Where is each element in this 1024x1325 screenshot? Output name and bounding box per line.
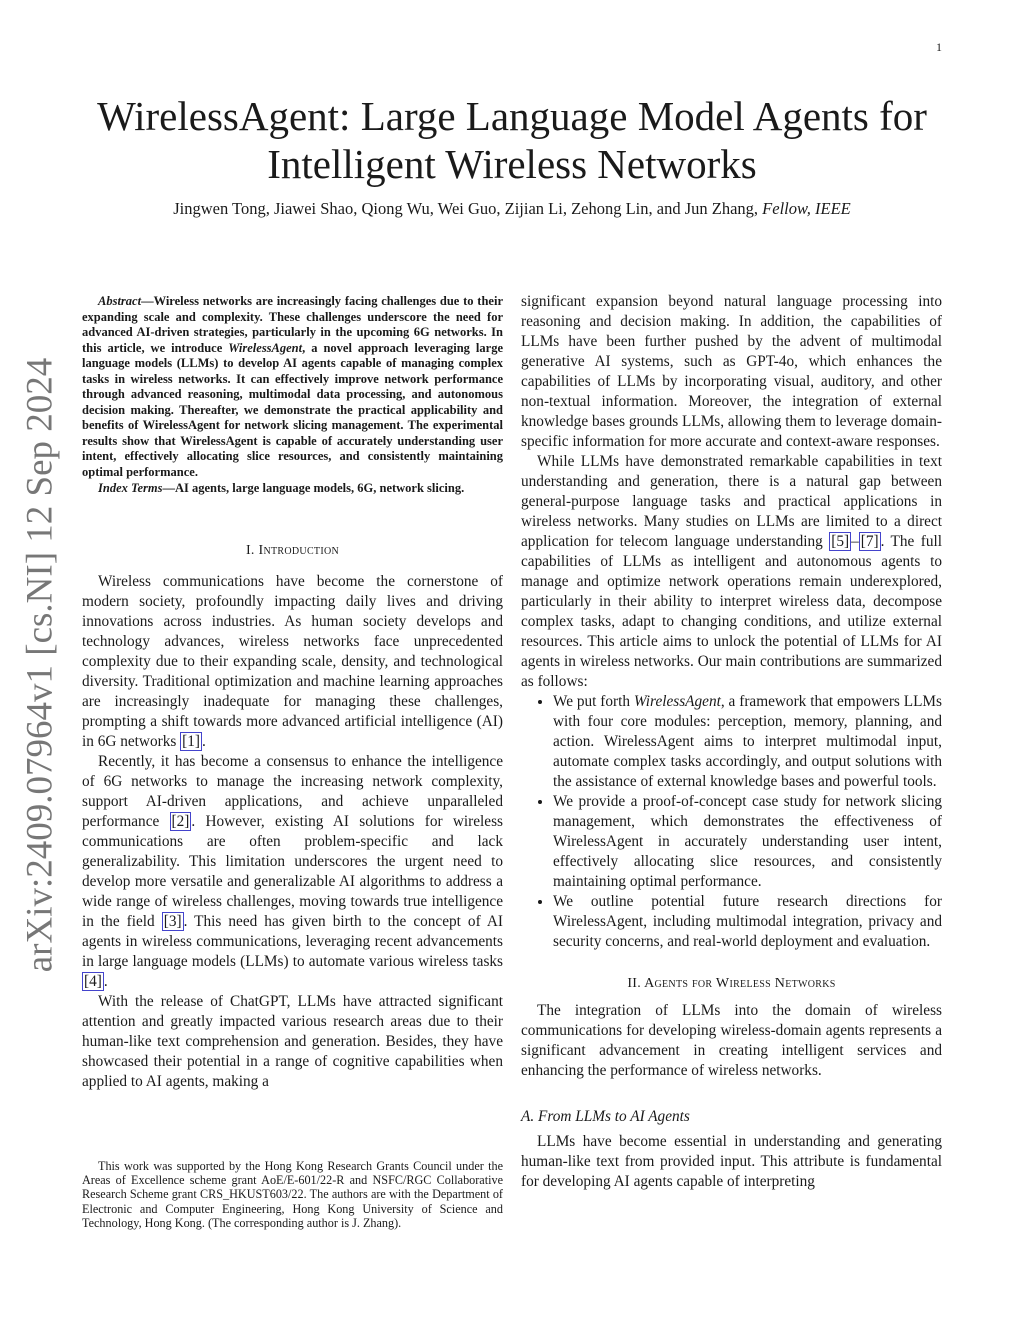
abstract-italic: WirelessAgent xyxy=(228,340,303,355)
right-p2-a: While LLMs have demonstrated remarkable capabilities in text understanding and generation, there is a natural gap between general-purpose language tasks and practical applications in wireless networks. Many studies on LLMs are limited to a direct application for telecom language understanding xyxy=(521,453,942,550)
contribution-item: • We provide a proof-of-concept case study for network slicing management, which demonstrates the effectiveness of WirelessAgent in accurately understanding user intent, effectively allocating slice resources, and consistently maintaining optimal performance. xyxy=(553,792,942,892)
right-paragraph-1: significant expansion beyond natural language processing into reasoning and decision making. In addition, the capabilities of LLMs have been further pushed by the advent of multimodal generative AI systems, such as GPT-4o, which enhances the capabilities of LLMs by incorporating visual, auditory, and other non-textual information. Moreover, the integration of external knowledge bases grounds LLMs, allowing them to leverage domain-specific information for more accurate and context-aware responses. xyxy=(521,293,942,450)
intro-paragraph-3: With the release of ChatGPT, LLMs have attracted significant attention and greatly impacted various research areas due to their human-like text comprehension and generation. Besides, they have showcased their potential in a range of cognitive capabilities when applied to AI agents, making a xyxy=(82,992,503,1090)
contributions-list xyxy=(521,692,942,952)
intro-p1-text: Wireless communications have become the cornerstone of modern society, profoundly impacting daily lives and driving innovations across industries. As human society develops and technology advances, wireless networks face unprecedented complexity due to their expanding scale, density, and technological diversity. Traditional optimization and machine learning approaches are increasingly inadequate for managing these challenges, prompting a shift towards more advanced artificial intelligence (AI) in 6G networks xyxy=(82,572,503,750)
right-paragraph-2 xyxy=(521,452,942,692)
contribution-item: • We outline potential future research directions for WirelessAgent, including multimodal integration, privacy and security concerns, and real-world deployment and evaluation. xyxy=(553,892,942,952)
intro-p2-c: . This need has given birth to the concept of AI agents in wireless communications, leveraging recent advancements in large language models (LLMs) to automate various wireless tasks xyxy=(82,912,503,970)
period: . xyxy=(202,732,206,750)
citation-1[interactable]: [1] xyxy=(182,732,200,750)
author-names: Jingwen Tong, Jiawei Shao, Qiong Wu, Wei Guo, Zijian Li, Zehong Lin, and Jun Zhang, xyxy=(173,199,759,218)
abstract-text-2: , a novel approach leveraging large language models (LLMs) to develop AI agents capable of managing complex tasks in wireless networks. It can effectively improve network performance through advanced reasoning, multimodal data processing, and autonomous decision making. Thereafter, we demonstrate the practical applicability and benefits of WirelessAgent for network slicing management. The experimental results show that WirelessAgent is capable of accurately understanding user intent, effectively allocating slice resources, and consistently maintaining optimal performance. xyxy=(82,340,503,479)
period: . xyxy=(103,972,108,990)
abstract xyxy=(82,294,503,480)
contrib1-italic: WirelessAgent xyxy=(633,693,721,710)
index-terms-label: Index Terms xyxy=(98,481,163,495)
intro-p2-b: . However, existing AI solutions for wireless communications are often problem-specific and lack generalizability. This limitation underscores the urgent need to develop more versatile and generalizable AI algorithms to address a wide range of wireless challenges, moving towards true intelligence in the field xyxy=(82,812,503,930)
subsection-a-heading: A. From LLMs to AI Agents xyxy=(521,1108,690,1125)
citation-dash: – xyxy=(851,533,859,550)
right-column xyxy=(521,292,942,1192)
arxiv-sidebar xyxy=(10,357,70,973)
footnote xyxy=(82,1159,503,1230)
intro-paragraph-2 xyxy=(82,752,503,992)
footnote-text: This work was supported by the Hong Kong Research Grants Council under the Areas of Excellence scheme grant AoE/E-601/22-R and NSFC/RGC Collaborative Research Scheme grant CRS_HKUST603/22. The authors are with the Department of Electronic and Computer Engineering, Hong Kong University of Science and Technology, Hong Kong. (The corresponding author is J. Zhang). xyxy=(82,1159,503,1230)
citation-2[interactable]: [2] xyxy=(171,812,190,830)
arxiv-identifier[interactable]: arXiv:2409.07964v1 [cs.NI] 12 Sep 2024 xyxy=(19,357,61,973)
page-number: 1 xyxy=(936,40,942,54)
citation-7[interactable]: [7] xyxy=(860,533,879,550)
right-p2-b: . The full capabilities of LLMs as intelligent and autonomous agents to manage and optimize network operations remain underexplored, particularly in their ability to interpret wireless data, decompose complex tasks, adapt to changing conditions, and utilize external resources. This article aims to unlock the potential of LLMs for AI agents in wireless networks. Our main contributions are summarized as follows: xyxy=(521,533,942,690)
contribution-item xyxy=(553,692,942,792)
abstract-label: Abstract xyxy=(98,294,142,308)
subsection-a-paragraph: LLMs have become essential in understanding and generating human-like text from provided input. This attribute is fundamental for developing AI agents capable of interpreting xyxy=(521,1133,942,1190)
citation-4[interactable]: [4] xyxy=(84,972,102,990)
author-list xyxy=(60,199,964,219)
contrib1-b: , a framework that empowers LLMs with four core modules: perception, memory, planning, and action. WirelessAgent aims to interpret multimodal input, automate complex tasks accordingly, and output solutions with the assistance of external knowledge bases and powerful tools. xyxy=(553,693,942,790)
contrib1-a: We put forth xyxy=(553,693,634,710)
index-terms-text: —AI agents, large language models, 6G, network slicing. xyxy=(162,481,465,495)
section-2-paragraph: The integration of LLMs into the domain of wireless communications for developing wireless-domain agents represents a significant advancement in creating intelligent services and enhancing the performance of wireless networks. xyxy=(521,1002,942,1079)
paper-title: WirelessAgent: Large Language Model Agents for Intelligent Wireless Networks xyxy=(97,93,927,187)
citation-5[interactable]: [5] xyxy=(831,533,850,550)
section-1-heading: I. Introduction xyxy=(245,542,340,558)
abstract-text-1: —Wireless networks are increasingly facing challenges due to their expanding scale and complexity. These challenges underscore the need for advanced AI-driven strategies, particularly in the upcoming 6G networks. In this article, we introduce xyxy=(82,294,503,355)
intro-p2-a: Recently, it has become a consensus to enhance the intelligence of 6G networks to manage the increasing network complexity, support AI-driven applications, and achieve unparalleled performance xyxy=(82,752,503,830)
citation-3[interactable]: [3] xyxy=(163,912,182,930)
intro-paragraph-1 xyxy=(82,572,503,752)
index-terms xyxy=(82,481,503,497)
left-column xyxy=(82,294,503,1092)
section-2-heading: II. Agents for Wireless Networks xyxy=(627,976,836,991)
author-fellow: Fellow, IEEE xyxy=(762,199,851,218)
